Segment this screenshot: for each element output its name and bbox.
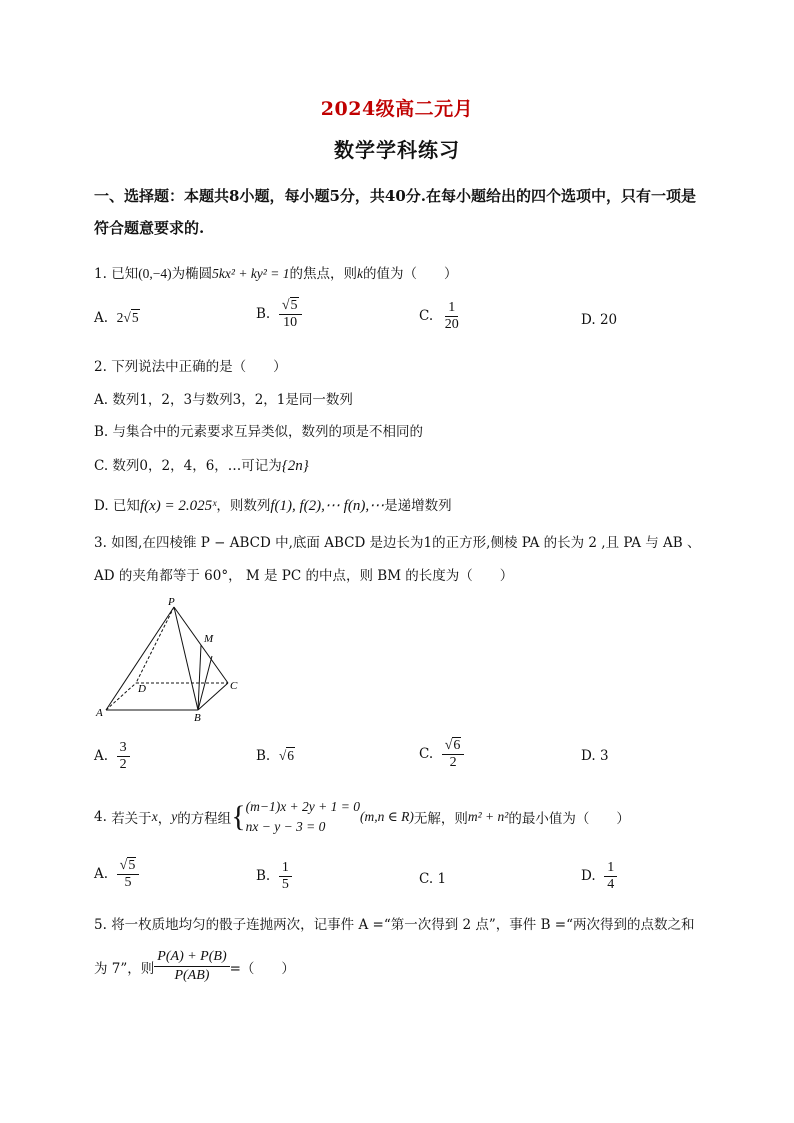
- q1-option-d[interactable]: [581, 312, 617, 328]
- q4-option-c[interactable]: [419, 871, 446, 887]
- q4-option-a[interactable]: [94, 858, 139, 891]
- system-brace: {: [231, 800, 246, 833]
- q4-d-fraction: [604, 860, 617, 893]
- option-label: D.: [581, 748, 596, 764]
- q1-c-fraction: [442, 300, 462, 333]
- denominator: 4: [607, 877, 615, 892]
- q5-line2-a: 为 7”，则: [94, 960, 155, 977]
- radicand: 5: [290, 298, 298, 313]
- label-a: A: [96, 707, 103, 719]
- q4-sep: ，: [157, 811, 172, 827]
- q3-option-a[interactable]: [94, 740, 130, 773]
- edge-bc: [198, 683, 228, 710]
- edge-pd-hidden: [136, 607, 174, 683]
- question-number: 1.: [94, 266, 107, 282]
- option-math: {2n}: [281, 458, 309, 474]
- q2-option-d[interactable]: [94, 494, 452, 515]
- question-3-stem-line2: AD 的夹角都等于 60°， M 是 PC 的中点，则 BM 的长度为（ ）: [94, 568, 514, 584]
- q1-option-a[interactable]: [94, 310, 140, 326]
- q1-text-a: 已知: [111, 266, 139, 282]
- edge-pb: [174, 607, 198, 710]
- numerator: P(A) + P(B): [154, 948, 229, 967]
- label-m: M: [204, 633, 214, 645]
- q3-line1: 如图,在四棱锥 P − ABCD 中,底面 ABCD 是边长为1的正方形,侧棱 PA 的长为 2 ,且 PA 与 AB 、: [111, 535, 701, 551]
- option-value: 3: [599, 748, 609, 764]
- equation-2: nx − y − 3 = 0: [245, 819, 326, 834]
- option-label: D.: [581, 312, 596, 328]
- q1-option-b[interactable]: [256, 298, 302, 331]
- denominator: 10: [283, 315, 298, 330]
- q4-text-c: 无解，则: [413, 811, 468, 827]
- q1-a-value: 2√5: [116, 310, 139, 325]
- q2-option-a[interactable]: A. 数列1，2，3与数列3，2，1是同一数列: [94, 392, 353, 408]
- radicand: 5: [128, 858, 136, 873]
- option-label: C.: [419, 746, 434, 762]
- option-text: D. 已知: [94, 498, 140, 514]
- denominator: 5: [124, 875, 132, 890]
- option-label: A.: [94, 310, 109, 326]
- label-c: C: [230, 680, 238, 692]
- numerator: √6: [442, 738, 465, 755]
- denominator: 5: [281, 877, 289, 892]
- q5-line1: 将一枚质地均匀的骰子连抛两次，记事件 A =“第一次得到 2 点”，事件 B =“两次得到的点数之和: [111, 917, 695, 933]
- coef: 2: [116, 310, 124, 325]
- grade-title: 2024级高二元月: [320, 98, 474, 120]
- radicand: 5: [131, 310, 139, 325]
- q4-text-a: 若关于: [111, 811, 152, 827]
- label-d: D: [138, 683, 146, 695]
- pyramid-figure: [94, 594, 254, 724]
- numerator: √5: [279, 298, 302, 315]
- option-text: ，则数列: [216, 498, 271, 514]
- option-label: B.: [256, 306, 271, 322]
- option-value: 1: [437, 871, 447, 887]
- question-number: 2.: [94, 359, 107, 375]
- question-number: 4.: [94, 809, 107, 825]
- label-p: P: [168, 596, 175, 608]
- q4-var-x: x: [151, 809, 158, 824]
- q2-option-c[interactable]: [94, 454, 309, 475]
- label-b: B: [194, 712, 201, 724]
- option-value: 20: [599, 312, 618, 328]
- denominator: 20: [444, 317, 459, 332]
- option-label: A.: [94, 866, 109, 882]
- radicand: 6: [287, 748, 294, 763]
- q4-condition: (m,n ∈ R): [360, 809, 414, 824]
- q5-line2-b: =（ ）: [229, 960, 295, 977]
- option-label: C.: [419, 308, 434, 324]
- option-label: A.: [94, 748, 109, 764]
- q3-a-fraction: [117, 740, 130, 773]
- q1-point: (0,−4): [138, 266, 172, 281]
- q2-option-b[interactable]: B. 与集合中的元素要求互异类似，数列的项是不相同的: [94, 424, 424, 440]
- q4-b-fraction: [279, 860, 292, 893]
- denominator: 2: [449, 755, 457, 770]
- q5-probability-fraction: [154, 948, 229, 985]
- option-label: C.: [419, 871, 434, 887]
- question-3-stem-line1: [94, 531, 701, 551]
- question-1-stem: [94, 262, 457, 282]
- q4-a-fraction: [117, 858, 140, 891]
- q4-option-b[interactable]: [256, 860, 292, 893]
- q1-text-d: 的值为（ ）: [362, 266, 458, 282]
- numerator: 1: [604, 860, 617, 877]
- numerator: 1: [279, 860, 292, 877]
- option-label: D.: [581, 868, 596, 884]
- q1-text-b: 为椭圆: [171, 266, 213, 282]
- q2-stem-text: 下列说法中正确的是（ ）: [111, 359, 287, 375]
- q3-option-b[interactable]: [256, 748, 295, 764]
- subject-title: 数学学科练习: [334, 138, 460, 162]
- radicand: 6: [453, 738, 461, 753]
- question-4-stem: [94, 797, 630, 837]
- denominator: P(AB): [174, 968, 210, 983]
- q1-text-c: 的焦点，则: [289, 266, 357, 282]
- q3-c-fraction: [442, 738, 465, 771]
- question-number: 3.: [94, 535, 107, 551]
- numerator: 3: [117, 740, 130, 757]
- section-instructions: 一、选择题：本题共8小题，每小题5分，共40分.在每小题给出的四个选项中，只有一项是符合题意要求的.: [94, 187, 696, 237]
- option-math: f(x) = 2.025ˣ: [139, 498, 217, 514]
- q4-expression: m² + n²: [467, 809, 509, 824]
- question-2-stem: [94, 355, 287, 375]
- option-text: C. 数列0，2，4，6，…可记为: [94, 458, 282, 474]
- q3-option-c[interactable]: [419, 738, 464, 771]
- option-text: 是递增数列: [384, 498, 452, 514]
- numerator: 1: [445, 300, 458, 317]
- question-5-stem-line1: [94, 913, 695, 933]
- q4-text-b: 的方程组: [177, 811, 232, 827]
- equation-1: (m−1)x + 2y + 1 = 0: [245, 799, 361, 814]
- option-label: B.: [256, 868, 271, 884]
- q4-text-d: 的最小值为（ ）: [508, 811, 630, 827]
- q1-b-fraction: [279, 298, 302, 331]
- numerator: √5: [117, 858, 140, 875]
- denominator: 2: [119, 757, 127, 772]
- q3-b-value: √6: [278, 748, 294, 763]
- q4-var-y: y: [171, 809, 178, 824]
- option-label: B.: [256, 748, 271, 764]
- q1-var: k: [356, 266, 363, 281]
- q4-option-d[interactable]: [581, 860, 617, 893]
- option-math: f(1), f(2),⋯ f(n),⋯: [270, 498, 385, 514]
- question-number: 5.: [94, 917, 107, 933]
- q1-equation: 5kx² + ky² = 1: [212, 266, 290, 281]
- question-5-stem-line2: [94, 948, 295, 985]
- q1-option-c[interactable]: [419, 300, 462, 333]
- q3-option-d[interactable]: [581, 748, 609, 764]
- equation-system: [246, 797, 360, 837]
